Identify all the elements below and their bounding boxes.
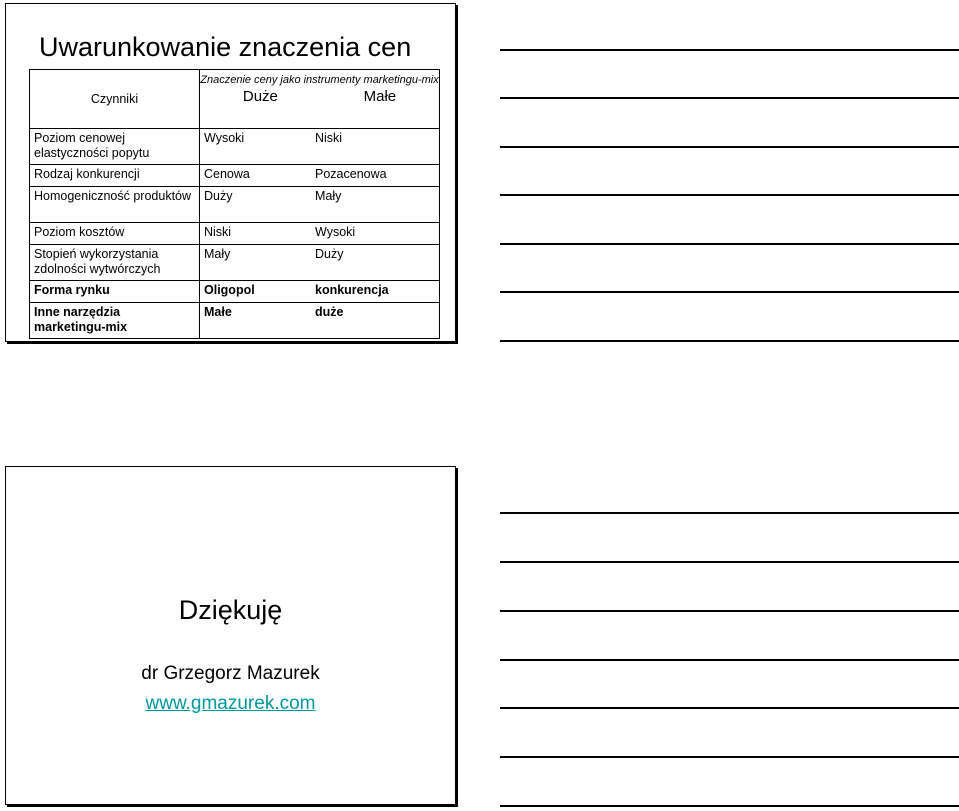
note-line (500, 610, 959, 612)
website-link[interactable]: www.gmazurek.com (145, 693, 316, 714)
header-importance-title: Znaczenie ceny jako instrumenty marketingu-mix (200, 74, 439, 86)
table-row (30, 165, 440, 187)
row-high: Mały (200, 245, 312, 281)
thank-you-title: Dziękuję (178, 595, 283, 625)
row-high: Cenowa (200, 165, 312, 187)
note-line (500, 707, 959, 709)
row-high: Wysoki (200, 129, 312, 165)
row-high: Duży (200, 187, 312, 223)
row-low: Wysoki (311, 223, 440, 245)
table-header-row (30, 70, 440, 129)
note-line (500, 194, 959, 196)
row-low: Niski (311, 129, 440, 165)
note-line (500, 49, 959, 51)
row-high: Małe (200, 303, 312, 339)
row-low: Pozacenowa (311, 165, 440, 187)
slide-thank-you (5, 466, 456, 805)
note-line (500, 561, 959, 563)
table-row (30, 245, 440, 281)
note-line (500, 146, 959, 148)
row-factor: Poziom cenowej elastyczności popytu (30, 129, 200, 165)
row-low: Mały (311, 187, 440, 223)
note-line (500, 243, 959, 245)
row-low: konkurencja (311, 281, 440, 303)
row-factor: Homogeniczność produktów (30, 187, 200, 223)
table-row (30, 129, 440, 165)
slide-price-factors (5, 3, 456, 342)
note-line (500, 340, 959, 342)
price-factors-table (29, 69, 440, 339)
table-row (30, 187, 440, 223)
header-levels (200, 87, 439, 109)
row-high: Niski (200, 223, 312, 245)
slide-title: Uwarunkowanie znaczenia cen (39, 32, 412, 62)
header-low: Małe (363, 88, 397, 105)
author-name: dr Grzegorz Mazurek (141, 663, 320, 684)
row-factor: Forma rynku (30, 281, 200, 303)
note-line (500, 756, 959, 758)
table-row (30, 281, 440, 303)
table-row (30, 303, 440, 339)
notes-area-1 (500, 0, 959, 345)
note-line (500, 97, 959, 99)
table-row (30, 223, 440, 245)
row-low: Duży (311, 245, 440, 281)
row-factor: Inne narzędzia marketingu-mix (30, 303, 200, 339)
notes-area-2 (500, 463, 959, 811)
header-importance (200, 70, 440, 129)
row-high: Oligopol (200, 281, 312, 303)
note-line (500, 512, 959, 514)
header-factors: Czynniki (30, 70, 200, 129)
header-high: Duże (242, 88, 278, 105)
note-line (500, 659, 959, 661)
note-line (500, 805, 959, 807)
row-factor: Stopień wykorzystania zdolności wytwórczych (30, 245, 200, 281)
row-factor: Poziom kosztów (30, 223, 200, 245)
row-factor: Rodzaj konkurencji (30, 165, 200, 187)
row-low: duże (311, 303, 440, 339)
note-line (500, 291, 959, 293)
